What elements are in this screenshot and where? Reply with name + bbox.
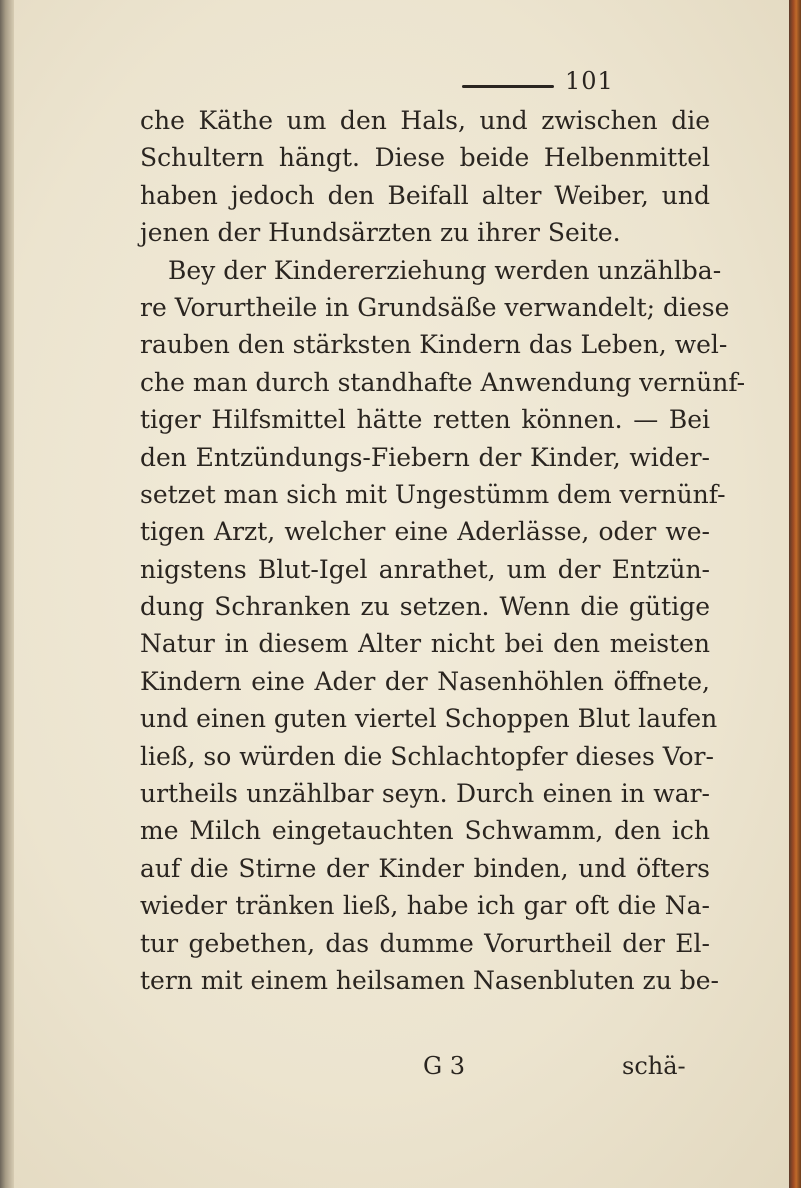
text-line: ließ, so würden die Schlachtopfer dieses Vor- bbox=[140, 741, 714, 771]
text-line: haben jedoch den Beifall alter Weiber, und bbox=[140, 180, 710, 210]
text-line: tigen Arzt, welcher eine Aderlässe, oder we- bbox=[140, 517, 710, 547]
text-line: Kindern eine Ader der Nasenhöhlen öffnete, bbox=[140, 666, 710, 696]
text-line: dung Schranken zu setzen. Wenn die gütige bbox=[140, 592, 710, 622]
page-footer bbox=[0, 1052, 801, 1092]
text-line: rauben den stärksten Kindern das Leben, wel- bbox=[140, 330, 728, 360]
text-line: Schultern hängt. Diese beide Helbenmittel bbox=[140, 143, 710, 173]
header-rule bbox=[462, 85, 554, 88]
signature-mark: G 3 bbox=[423, 1052, 466, 1080]
text-line: wieder tränken ließ, habe ich gar oft die Na- bbox=[140, 891, 710, 921]
page-number: 101 bbox=[565, 67, 614, 95]
text-line: che man durch standhafte Anwendung vernünf- bbox=[140, 367, 746, 397]
text-line: Natur in diesem Alter nicht bei den meisten bbox=[140, 629, 710, 659]
text-line: auf die Stirne der Kinder binden, und öfters bbox=[140, 853, 710, 883]
text-line: urtheils unzählbar seyn. Durch einen in war- bbox=[140, 779, 710, 809]
text-line: den Entzündungs-Fiebern der Kinder, wider- bbox=[140, 442, 710, 472]
body-text bbox=[140, 102, 746, 999]
text-line: tiger Hilfsmittel hätte retten können. — Bei bbox=[140, 405, 710, 435]
binding-edge bbox=[0, 0, 14, 1188]
text-line: tur gebethen, das dumme Vorurtheil der El- bbox=[140, 928, 710, 958]
text-line: me Milch eingetauchten Schwamm, den ich bbox=[140, 816, 710, 846]
text-line: che Käthe um den Hals, und zwischen die bbox=[140, 106, 710, 135]
text-line: Bey der Kindererziehung werden unzählba- bbox=[168, 255, 722, 285]
text-line: re Vorurtheile in Grundsäße verwandelt; diese bbox=[140, 292, 730, 322]
catchword: schä- bbox=[622, 1052, 686, 1080]
text-line: und einen guten viertel Schoppen Blut laufen bbox=[140, 704, 718, 734]
page-edge bbox=[789, 0, 801, 1188]
text-line: jenen der Hundsärzten zu ihrer Seite. bbox=[140, 218, 621, 248]
text-line: tern mit einem heilsamen Nasenbluten zu be- bbox=[140, 965, 720, 995]
text-line: setzet man sich mit Ungestümm dem vernünf- bbox=[140, 479, 726, 509]
text-line: nigstens Blut-Igel anrathet, um der Entzün- bbox=[140, 554, 710, 584]
